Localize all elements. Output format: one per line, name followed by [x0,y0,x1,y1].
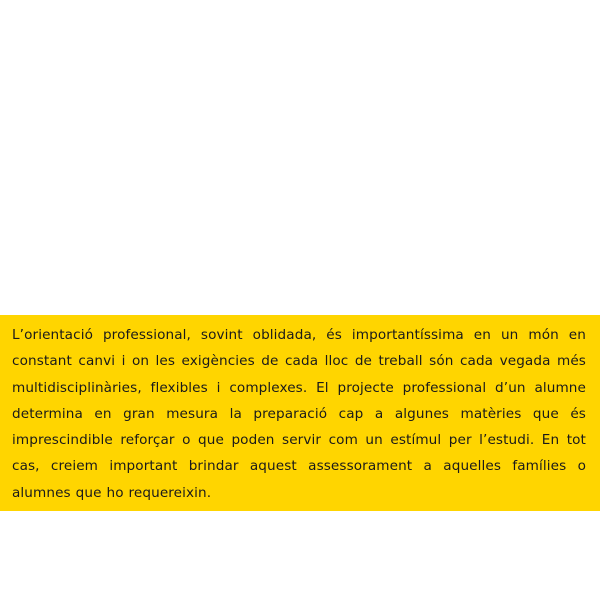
orientation-paragraph: L’orientació professional, sovint oblidada, és importantíssima en un món en constant canvi i on les exigències de cada lloc de treball són cada vegada més multidisciplinàries, flexibles i complexes. El projecte professional d’un alumne determina en gran mesura la preparació cap a algunes matèries que és imprescindible reforçar o que poden servir com un estímul per l’estudi. En tot cas, creiem important brindar aquest assessorament a aquelles famílies o alumnes que ho requereixin. [12,327,586,501]
highlight-text-panel [0,315,600,511]
